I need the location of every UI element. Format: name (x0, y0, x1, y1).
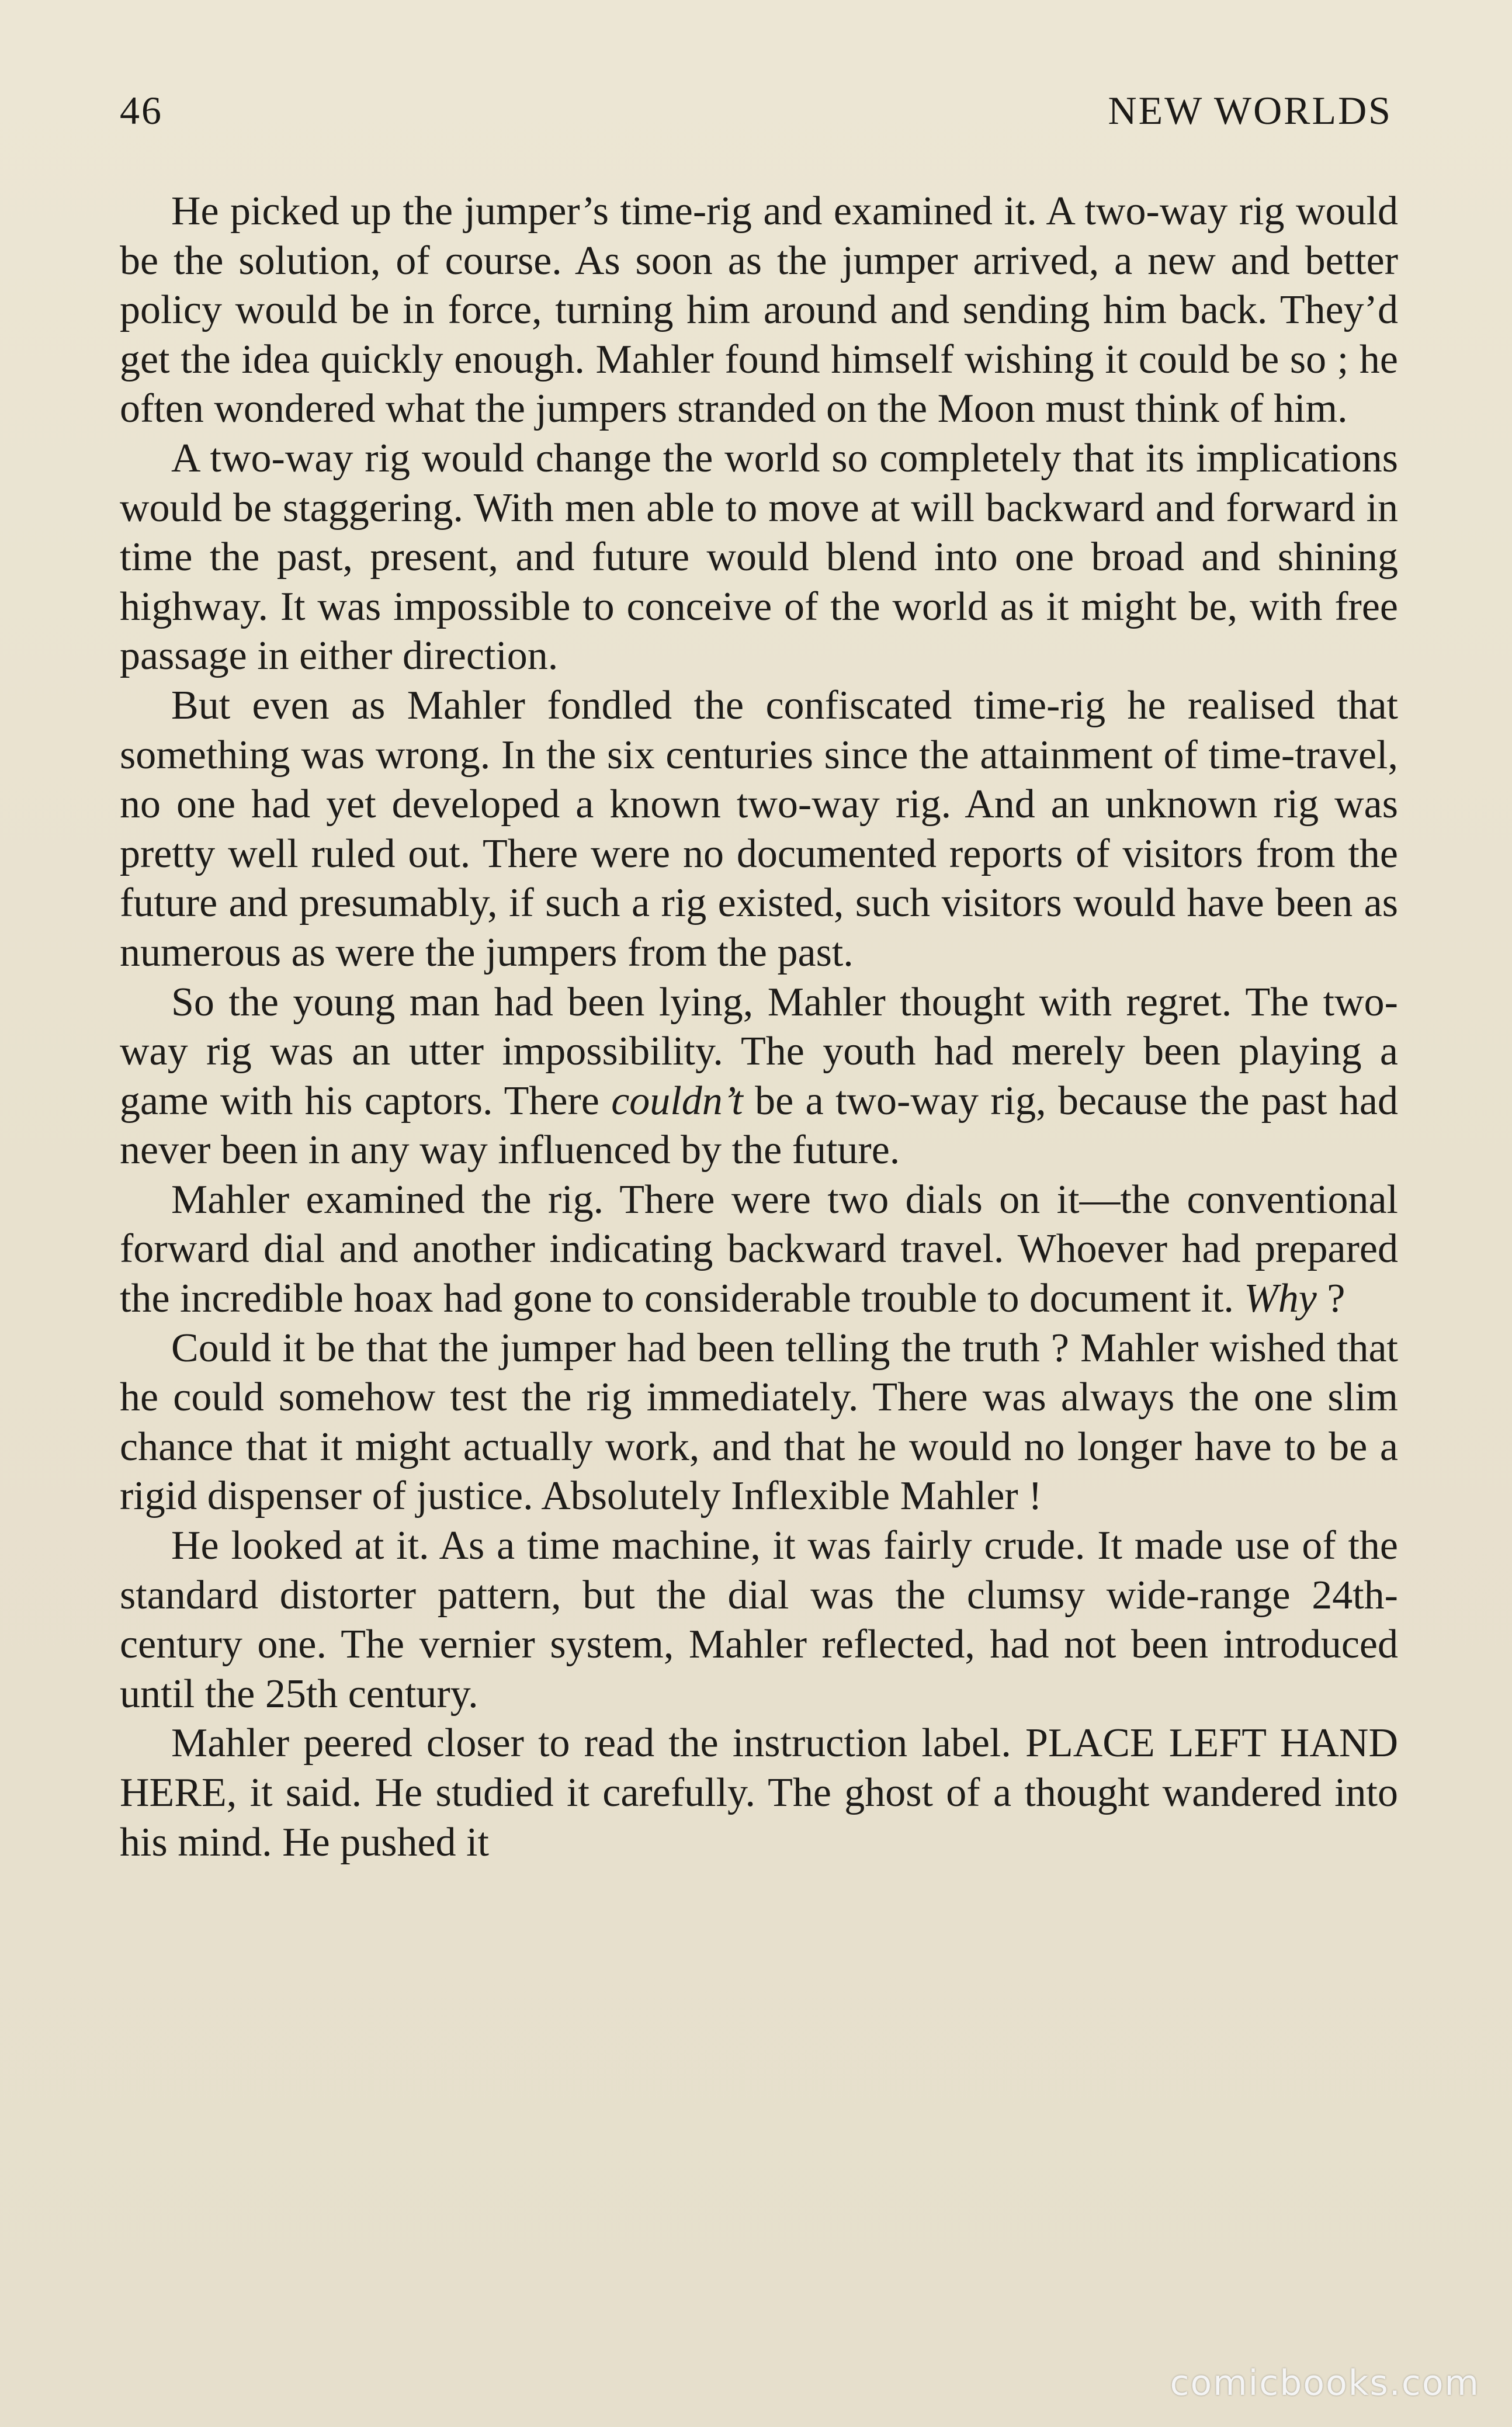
story-text (120, 187, 1398, 1867)
paragraph-6 (120, 1324, 1398, 1521)
text-run: Mahler examined the rig. There were two dials on it—the conventional forward dial and another indicating backward travel. Whoever had prepared the incredible hoax had gone to considerable trouble to document it. (120, 1177, 1398, 1322)
text-run: be a two-way rig, because the past had never been in any way influenced by the future. (120, 1078, 1398, 1173)
paragraph-8 (120, 1719, 1398, 1867)
italic-text: couldn’t (611, 1078, 743, 1124)
watermark: comicbooks.com (1170, 2363, 1480, 2404)
paragraph-5 (120, 1176, 1398, 1324)
paragraph-2 (120, 434, 1398, 681)
paragraph-1 (120, 187, 1398, 434)
paragraph-4 (120, 978, 1398, 1176)
paragraph-3 (120, 681, 1398, 978)
journal-title: NEW WORLDS (1108, 88, 1392, 133)
text-run: A two-way rig would change the world so completely that its implications would be staggering. With men able to move at will backward and forward in time the past, present, and future would blend into one broad and shining highway. It was impossible to conceive of the world as it might be, with free passage in either direction. (120, 435, 1398, 679)
text-run: So the young man had been lying, Mahler thought with regret. The two-way rig was an utter impossibility. The youth had merely been playing a game with his captors. There (120, 979, 1398, 1124)
page-number: 46 (120, 88, 163, 133)
text-run: He picked up the jumper’s time-rig and examined it. A two-way rig would be the solution, of course. As soon as the jumper arrived, a new and better policy would be in force, turning him around and sending him back. They’d get the idea quickly enough. Mahler found himself wishing it could be so ; he often wondered what the jumpers stranded on the Moon must think of him. (120, 189, 1398, 432)
paragraph-7 (120, 1521, 1398, 1719)
text-run: He looked at it. As a time machine, it was fairly crude. It made use of the standard distorter pattern, but the dial was the clumsy wide-range 24th-century one. The vernier system, Mahler reflected, had not been introduced until the 25th century. (120, 1523, 1398, 1717)
text-run: But even as Mahler fondled the confiscated time-rig he realised that something was wrong. In the six centuries since the attainment of time-travel, no one had yet developed a known two-way rig. And an unknown rig was pretty well ruled out. There were no documented reports of visitors from the future and presumably, if such a rig existed, such visitors would have been as numerous as were the jumpers from the past. (120, 682, 1398, 975)
text-run: Could it be that the jumper had been telling the truth ? Mahler wished that he could somehow test the rig immediately. There was always the one slim chance that it might actually work, and that he would no longer have to be a rigid dispenser of justice. Absolutely Inflexible Mahler ! (120, 1325, 1398, 1519)
text-run: ? (1316, 1276, 1345, 1322)
running-head (120, 88, 1392, 140)
italic-text: Why (1244, 1276, 1317, 1322)
text-run: Mahler peered closer to read the instruction label. PLACE LEFT HAND HERE, it said. He studied it carefully. The ghost of a thought wandered into his mind. He pushed it (120, 1721, 1398, 1865)
